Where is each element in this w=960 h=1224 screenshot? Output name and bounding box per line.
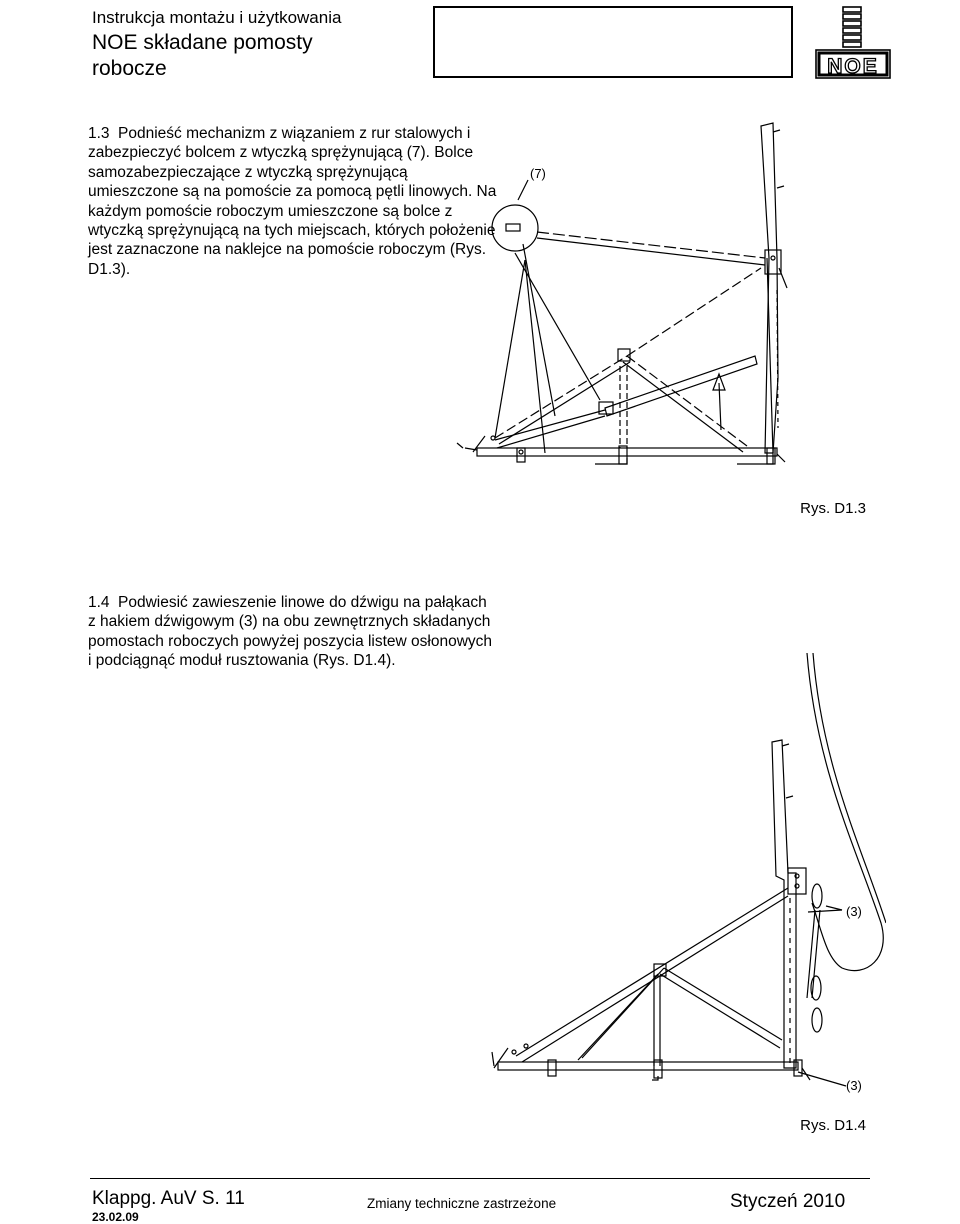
detail-circle <box>492 205 538 251</box>
noe-logo <box>810 4 894 82</box>
figure-d1-4 <box>486 648 886 1098</box>
footer-divider <box>90 1178 870 1179</box>
header-title-line1: Instrukcja montażu i użytkowania <box>92 8 342 27</box>
footer-document-ref: Klappg. AuV S. 11 <box>92 1188 245 1209</box>
footer-notice: Zmiany techniczne zastrzeżone <box>367 1196 557 1211</box>
figure-caption-d1-4: Rys. D1.4 <box>800 1117 866 1134</box>
header-box <box>433 6 793 78</box>
figure-d1-3 <box>455 118 795 480</box>
upper-diagonal <box>516 888 788 1056</box>
figure-label-7: (7) <box>530 166 546 181</box>
section-1-3-paragraph <box>88 124 498 279</box>
section-text: Podnieść mechanizm z wiązaniem z rur stalowych i zabezpieczyć bolcem z wtyczką sprężynującą (7). Bolce samozabezpieczające z wtyczką sprężynującą umieszczone są na pomoście za pomocą pętli linowych. Na każdym pomoście roboczym umieszczone są bolce z wtyczką sprężynującą na tych miejscach, których położenie jest zaznaczone na naklejce na pomoście roboczym (Rys. D1.3). <box>88 125 497 278</box>
section-number: 1.4 <box>88 594 110 611</box>
section-1-4-paragraph <box>88 593 498 671</box>
mast <box>761 123 778 453</box>
figure-caption-d1-3: Rys. D1.3 <box>800 500 866 517</box>
figure-label-3-upper: (3) <box>846 904 862 919</box>
footer-edition: Styczeń 2010 <box>730 1191 846 1212</box>
section-number: 1.3 <box>88 125 110 142</box>
figure-label-3-lower: (3) <box>846 1078 862 1093</box>
logo-text: NOE <box>827 55 879 78</box>
section-text: Podwiesić zawieszenie linowe do dźwigu na pałąkach z hakiem dźwigowym (3) na obu zewnętrznych składanych pomostach roboczych powyżej poszycia listew osłonowych i podciągnąć moduł rusztowania (Rys. D1.4). <box>88 594 493 670</box>
base-frame <box>498 1062 798 1070</box>
header-title-line3: robocze <box>92 57 167 80</box>
header-title-line2: NOE składane pomosty <box>92 31 313 54</box>
footer-date: 23.02.09 <box>92 1210 139 1224</box>
